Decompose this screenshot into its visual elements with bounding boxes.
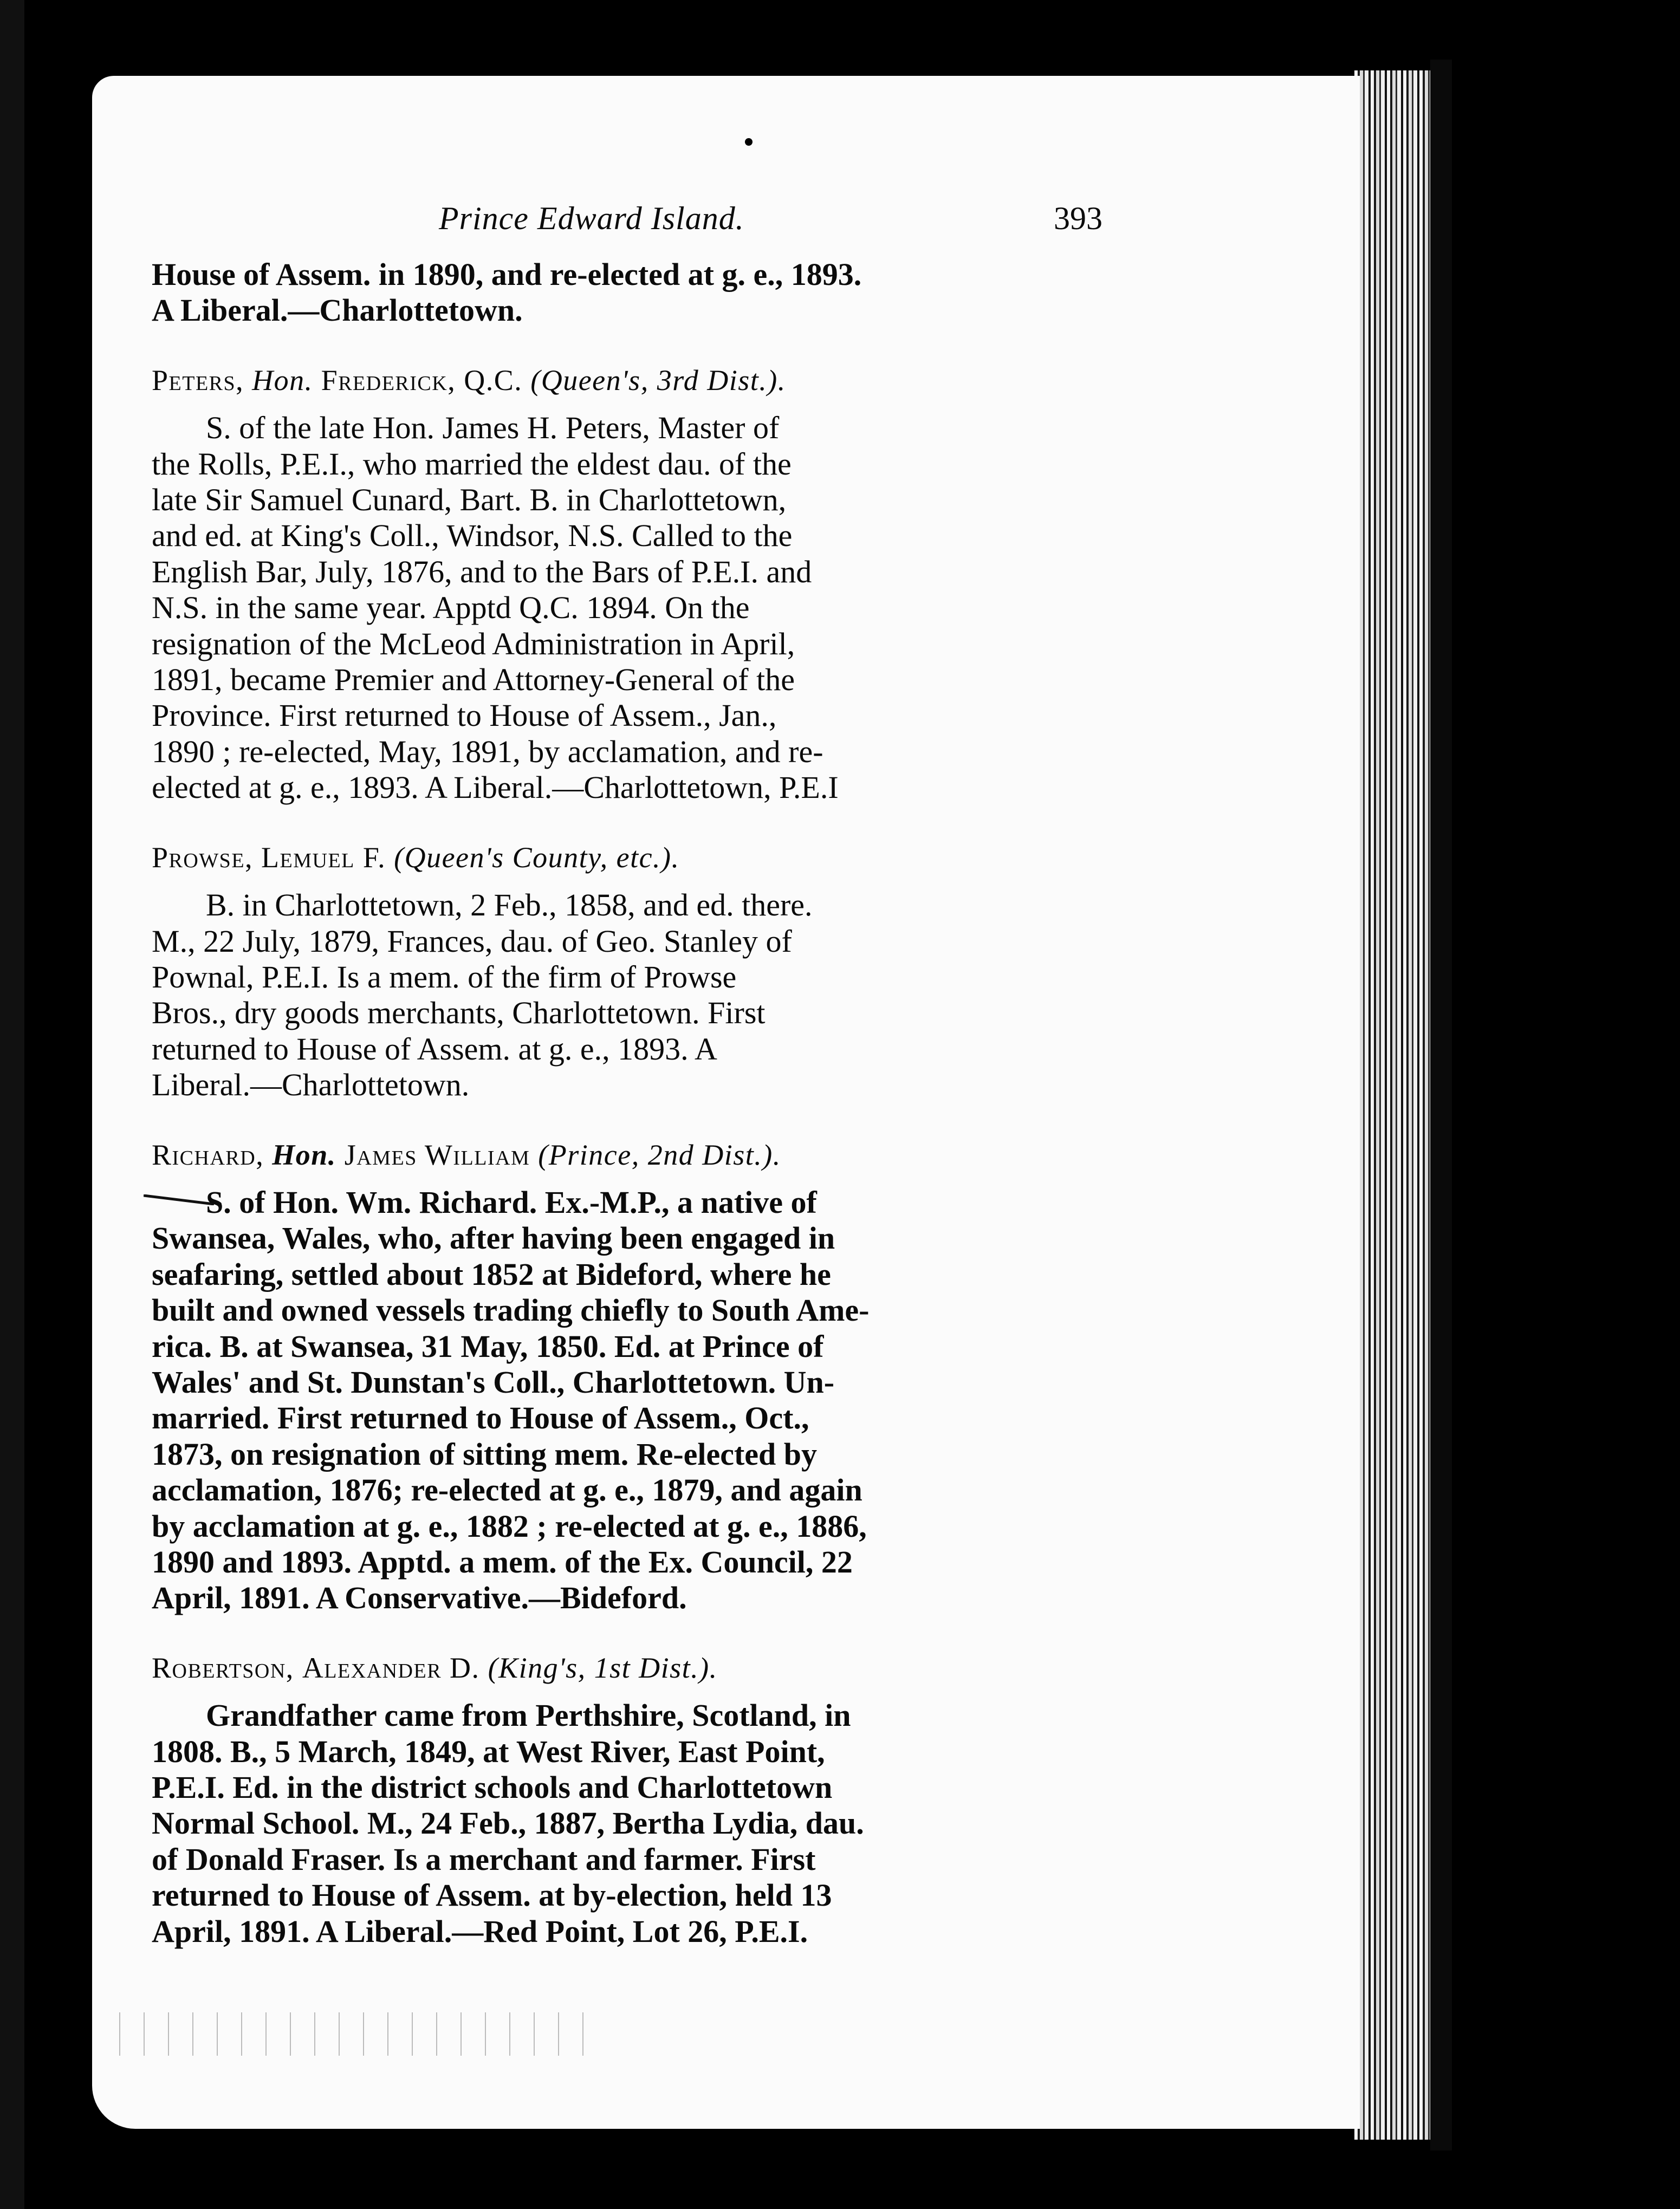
book-page [92,76,1360,2129]
text-line: Grandfather came from Perthshire, Scotland, in [206,1698,851,1733]
text-line: 1890 and 1893. Apptd. a mem. of the Ex. Council, 22 [152,1544,853,1580]
running-title: Prince Edward Island. [439,200,744,236]
text-line: Bros., dry goods merchants, Charlottetown. First [152,995,766,1031]
text-line: rica. B. at Swansea, 31 May, 1850. Ed. at Prince of [152,1328,824,1364]
page-stack-edge [1354,70,1430,2140]
page-number: 393 [1054,200,1102,236]
text-line: by acclamation at g. e., 1882 ; re-elected at g. e., 1886, [152,1508,867,1544]
text-line: returned to House of Assem. at by-election, held 13 [152,1877,832,1913]
text-line: Liberal.—Charlottetown. [152,1067,470,1103]
entry-body [152,1185,1113,1616]
entry-surname: Richard, [152,1138,264,1171]
text-line: returned to House of Assem. at g. e., 1893. A [152,1031,717,1067]
ink-dot [745,138,753,146]
text-line: and ed. at King's Coll., Windsor, N.S. Called to the [152,518,793,554]
entry-given-name: James William [344,1138,530,1171]
text-line: 1890 ; re-elected, May, 1891, by acclamation, and re- [152,733,823,769]
entry-body [152,410,1113,805]
text-line: resignation of the McLeod Administration in April, [152,626,795,661]
entry-given-name: Alexander D. [302,1651,480,1684]
entry-heading [152,362,1113,398]
text-line: A Liberal.—Charlottetown. [152,293,523,328]
text-line: Province. First returned to House of Assem., Jan., [152,698,777,733]
text-line: Normal School. M., 24 Feb., 1887, Bertha Lydia, dau. [152,1805,864,1841]
text-line: married. First returned to House of Assem., Oct., [152,1400,809,1436]
entry-constituency: (Prince, 2nd Dist.). [538,1138,781,1171]
text-line: elected at g. e., 1893. A Liberal.—Charlottetown, P.E.I [152,770,839,805]
entry-richard [152,1137,1113,1616]
entry-body [152,887,1113,1103]
entry-constituency: (Queen's County, etc.). [394,841,680,874]
text-line: the Rolls, P.E.I., who married the eldest dau. of the [152,446,792,482]
entry-honorific: Hon. [252,363,313,397]
text-line: S. of Hon. Wm. Richard. Ex.-M.P., a native of [206,1184,817,1220]
entry-heading [152,1650,1113,1686]
text-line: late Sir Samuel Cunard, Bart. B. in Charlottetown, [152,482,787,518]
text-line: N.S. in the same year. Apptd Q.C. 1894. On the [152,590,750,626]
text-line: 1808. B., 5 March, 1849, at West River, East Point, [152,1733,825,1769]
entry-body [152,1698,1113,1950]
entry-honorific: Hon. [272,1138,336,1171]
text-line: S. of the late Hon. James H. Peters, Master of [206,410,780,446]
entry-given-name: Lemuel F. [261,841,386,874]
entry-surname: Robertson, [152,1651,294,1684]
text-line: April, 1891. A Liberal.—Red Point, Lot 26, P.E.I. [152,1913,808,1949]
text-line: P.E.I. Ed. in the district schools and Charlottetown [152,1770,833,1805]
entry-suffix: Q.C. [464,363,523,397]
page-text [152,200,1113,1950]
text-line: M., 22 July, 1879, Frances, dau. of Geo. Stanley of [152,923,792,959]
text-line: 1891, became Premier and Attorney-General of the [152,662,795,698]
entry-surname: Peters, [152,363,244,397]
text-line: Swansea, Wales, who, after having been engaged in [152,1220,835,1256]
entry-constituency: (King's, 1st Dist.). [488,1651,718,1684]
text-line: Wales' and St. Dunstan's Coll., Charlottetown. Un- [152,1364,835,1400]
text-line: of Donald Fraser. Is a merchant and farmer. First [152,1841,816,1877]
text-line: April, 1891. A Conservative.—Bideford. [152,1580,687,1616]
page-edge-shadow [1430,60,1452,2150]
text-line: 1873, on resignation of sitting mem. Re-elected by [152,1436,818,1472]
scan-left-border [0,0,24,2209]
text-line: Pownal, P.E.I. Is a mem. of the firm of Prowse [152,959,737,995]
entry-given-name: Frederick, [321,363,456,397]
text-line: seafaring, settled about 1852 at Bideford, where he [152,1256,831,1292]
text-line: House of Assem. in 1890, and re-elected at g. e., 1893. [152,257,862,292]
running-head [152,200,1113,257]
entry-heading [152,1137,1113,1173]
page-bottom-smudge [108,2012,596,2056]
text-line: built and owned vessels trading chiefly to South Ame- [152,1292,870,1328]
text-line: acclamation, 1876; re-elected at g. e., 1879, and again [152,1472,862,1508]
text-line: B. in Charlottetown, 2 Feb., 1858, and ed. there. [206,887,813,923]
entry-surname: Prowse, [152,841,254,874]
entry-peters [152,362,1113,806]
entry-heading [152,840,1113,875]
continuation-paragraph [152,257,1113,329]
text-line: English Bar, July, 1876, and to the Bars of P.E.I. and [152,554,812,589]
entry-constituency: (Queen's, 3rd Dist.). [530,363,786,397]
entry-robertson [152,1650,1113,1950]
entry-prowse [152,840,1113,1103]
